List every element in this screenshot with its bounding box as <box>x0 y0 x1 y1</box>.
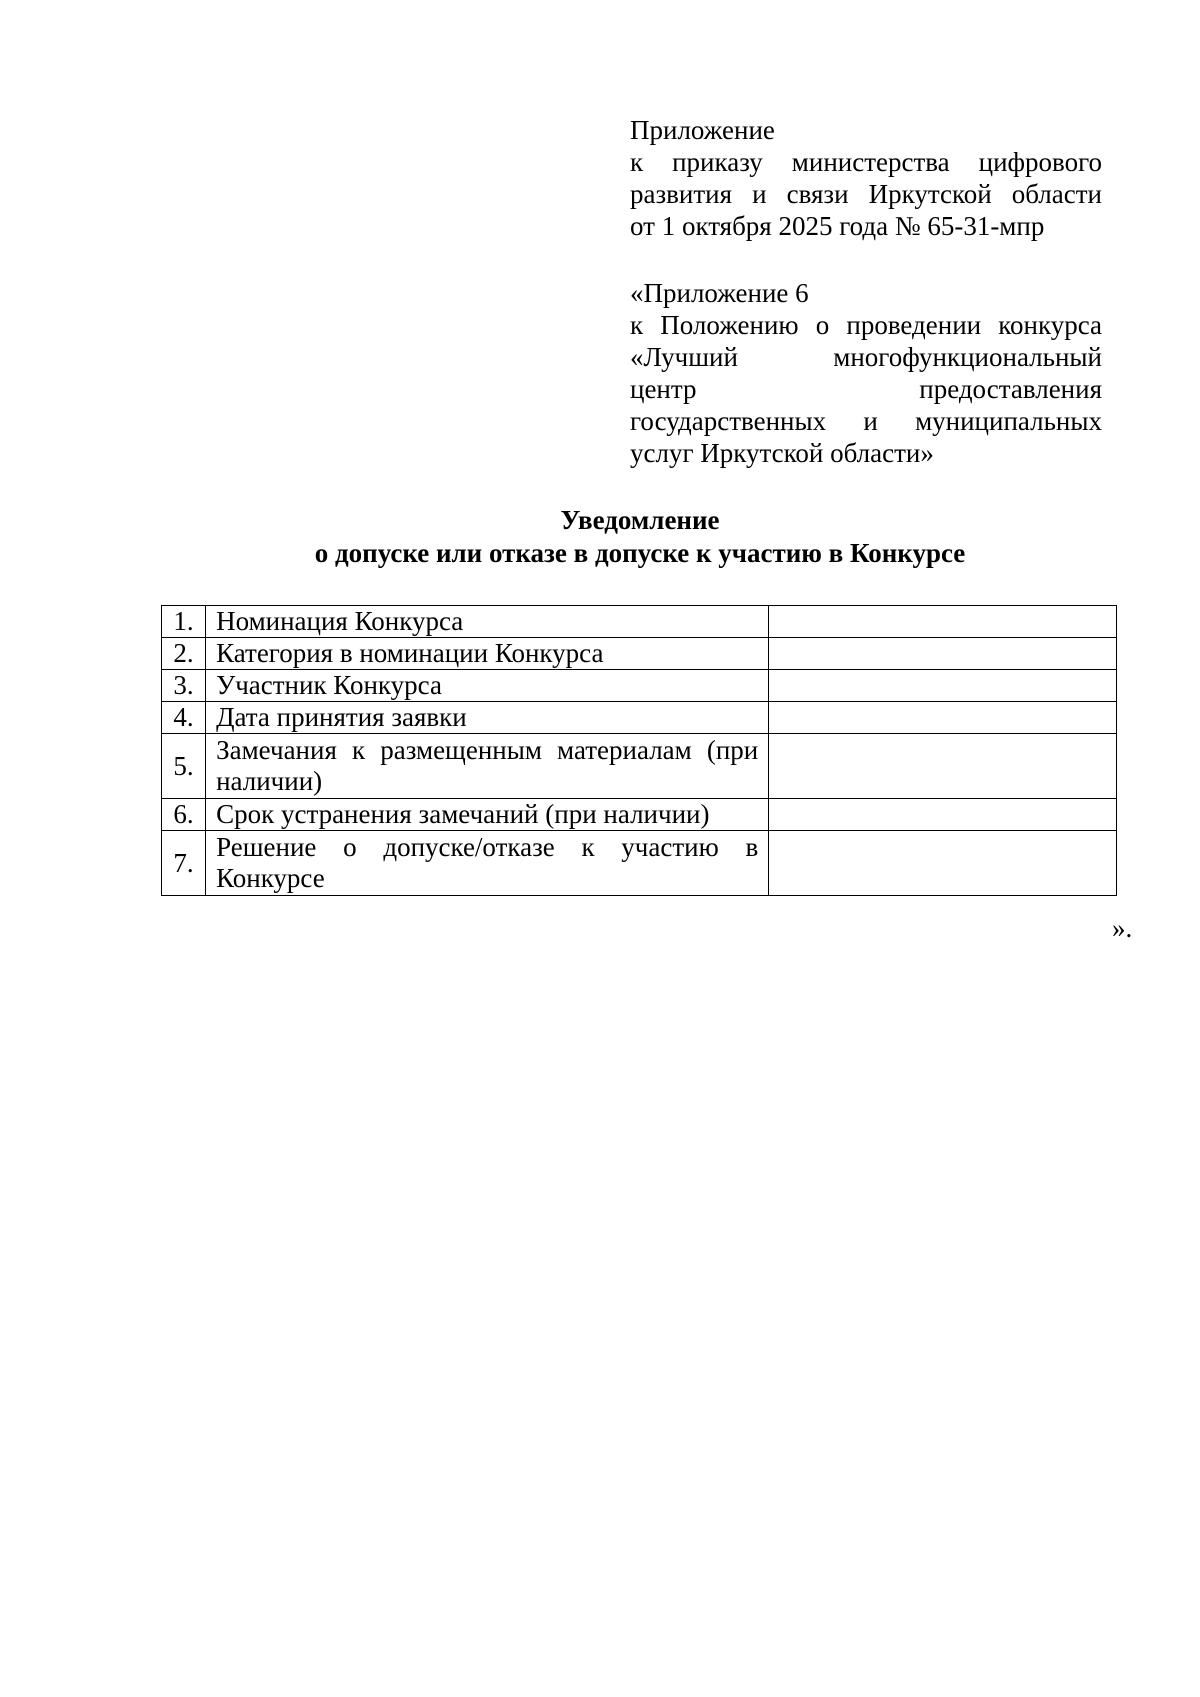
table-row <box>162 831 1117 896</box>
appendix-line: к Положению о проведении конкурса <box>630 310 1102 340</box>
row-label: Номинация Конкурса <box>206 606 769 638</box>
appendix-reference-block <box>630 277 1102 469</box>
row-number: 4. <box>162 702 206 734</box>
order-reference-block <box>630 114 1102 242</box>
row-number: 1. <box>162 606 206 638</box>
row-number: 6. <box>162 799 206 831</box>
table-row <box>162 799 1117 831</box>
table-row <box>162 638 1117 670</box>
row-number: 3. <box>162 670 206 702</box>
row-value <box>769 734 1117 799</box>
header-line: от 1 октября 2025 года № 65-31-мпр <box>630 211 1045 241</box>
row-label: Категория в номинации Конкурса <box>206 638 769 670</box>
appendix-line: центр предоставления <box>630 374 1102 404</box>
table-row <box>162 606 1117 638</box>
row-label: Срок устранения замечаний (при наличии) <box>206 799 769 831</box>
row-value <box>769 831 1117 896</box>
row-number: 5. <box>162 734 206 799</box>
document-title <box>0 504 1200 570</box>
row-value <box>769 799 1117 831</box>
row-value <box>769 606 1117 638</box>
appendix-line: услуг Иркутской области» <box>630 438 934 468</box>
notification-table <box>161 605 1117 896</box>
header-line: к приказу министерства цифрового <box>630 147 1102 177</box>
header-line: Приложение <box>630 115 775 145</box>
title-line-2: о допуске или отказе в допуске к участию в Конкурсе <box>314 538 966 568</box>
row-number: 7. <box>162 831 206 896</box>
appendix-line: «Лучший многофункциональный <box>630 342 1102 372</box>
title-line-1: Уведомление <box>560 505 720 535</box>
row-label: Решение о допуске/отказе к участию в Конкурсе <box>206 831 769 896</box>
row-value <box>769 702 1117 734</box>
table-row <box>162 734 1117 799</box>
row-value <box>769 670 1117 702</box>
row-label: Участник Конкурса <box>206 670 769 702</box>
header-line: развития и связи Иркутской области <box>630 179 1102 209</box>
row-value <box>769 638 1117 670</box>
table-row <box>162 670 1117 702</box>
closing-quote: ». <box>1112 913 1133 943</box>
appendix-line: государственных и муниципальных <box>630 406 1102 436</box>
row-number: 2. <box>162 638 206 670</box>
row-label: Дата принятия заявки <box>206 702 769 734</box>
row-label: Замечания к размещенным материалам (при наличии) <box>206 734 769 799</box>
appendix-line: «Приложение 6 <box>630 278 809 308</box>
table-row <box>162 702 1117 734</box>
